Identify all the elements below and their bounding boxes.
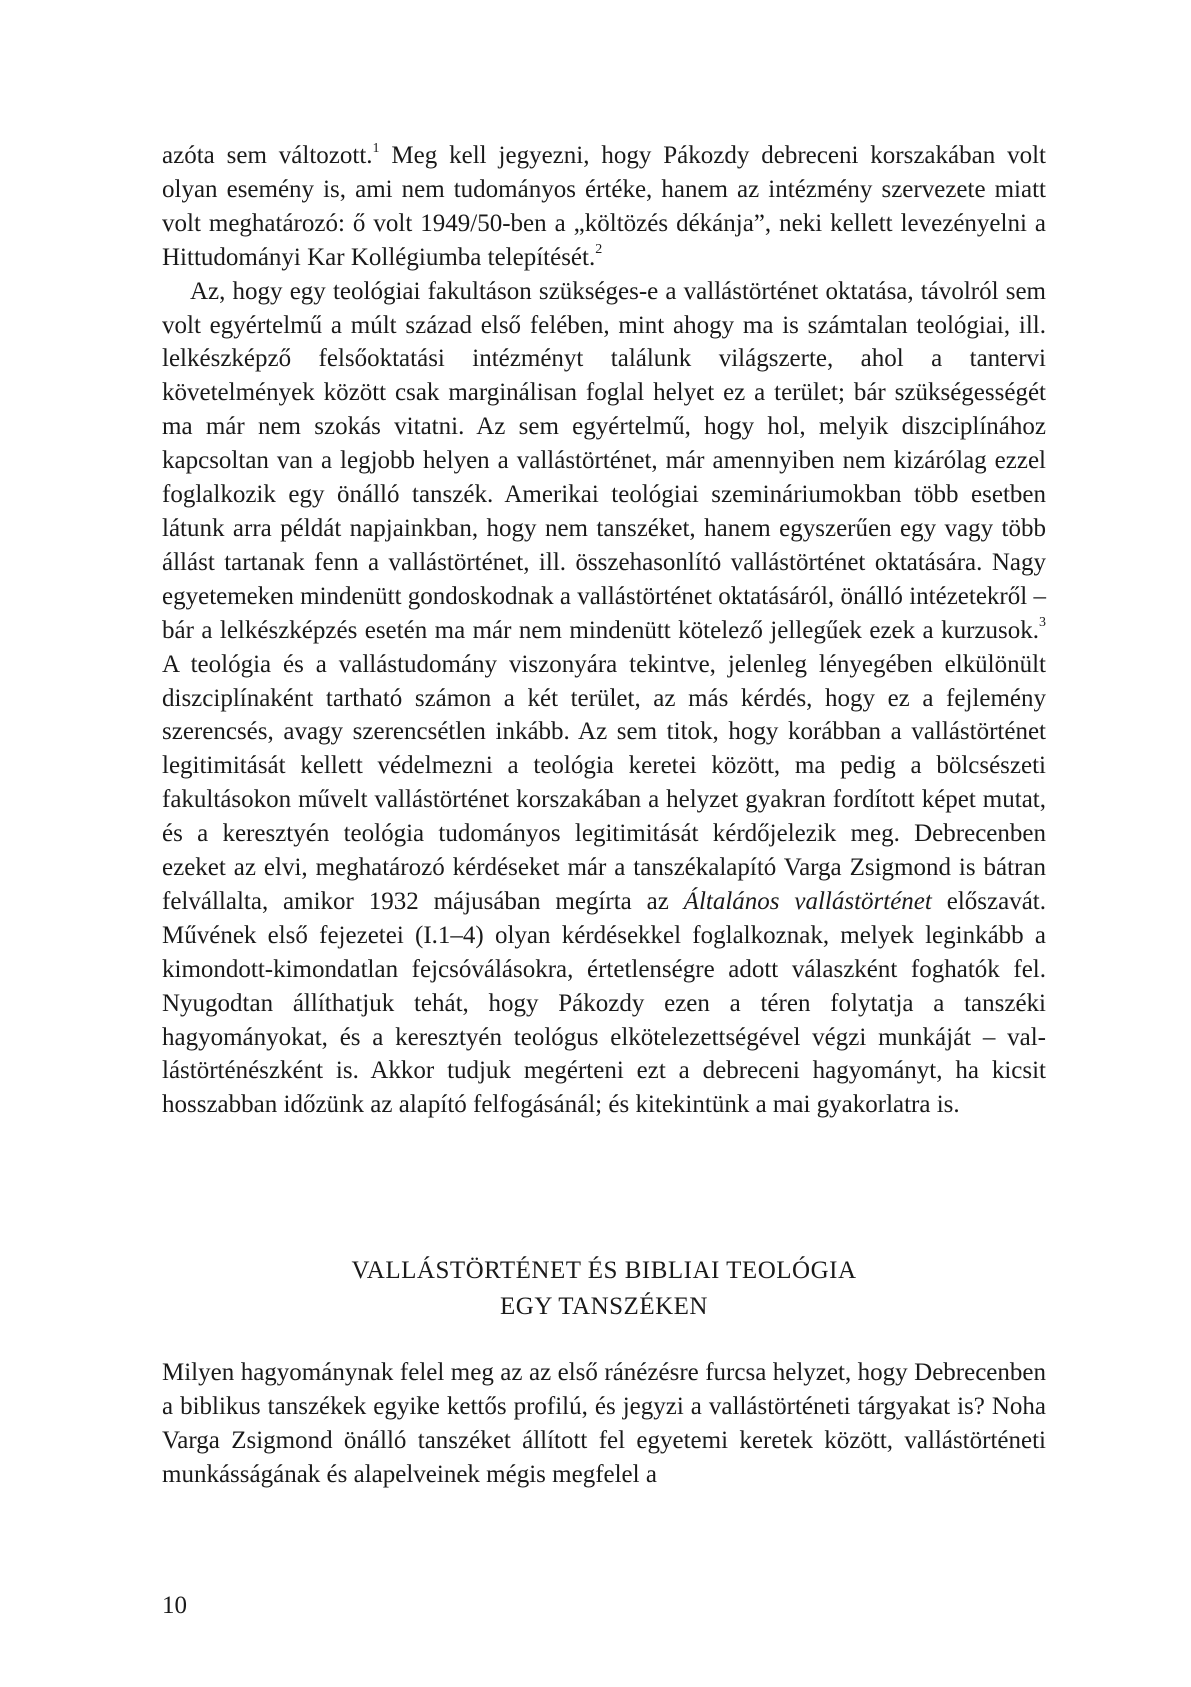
page-number: 10	[162, 1592, 187, 1619]
text-run: előszavát. Művének első fejezetei (I.1–4) olyan kérdésekkel foglalkoznak, melyek leginkább a kimondott-kimondatlan fejcsóválásokra, értetlenségre adott válaszként foghatók fel. Nyugodtan állíthatjuk tehát, hogy Pákozdy ezen a téren folytatja a tanszéki hagyományokat, és a keresztyén teológus elkötelezettségével végzi munkáját – vallástörténészként is. Akkor tudjuk megérteni ezt a debreceni hagyományt, ha kicsit hosszabban időzünk az alapító felfogásánál; és kitekintünk a mai gyakorlatra is.	[162, 887, 1046, 1119]
body-text	[162, 1356, 1046, 1492]
footnote-ref-3: 3	[1039, 615, 1046, 631]
body-text	[162, 139, 1046, 1122]
paragraph	[162, 275, 1046, 1123]
paragraph: Milyen hagyománynak felel meg az az első ránézésre furcsa helyzet, hogy Debrecenben a biblikus tanszékek egyike kettős profilú, és jegyzi a vallástörténeti tárgyakat is? Noha Varga Zsigmond önálló tanszéket állított fel egyetemi keretek között, vallástörténeti munkásságának és alapelveinek mégis megfelel a	[162, 1359, 1046, 1488]
section-heading	[162, 1253, 1046, 1325]
section-heading-line: VALLÁSTÖRTÉNET ÉS BIBLIAI TEOLÓGIA	[351, 1257, 857, 1284]
text-run: Az, hogy egy teológiai fakultáson szükséges-e a vallástörténet oktatása, távolról sem volt egyértelmű a múlt század első felében, mint ahogy ma is számtalan teológiai, ill. lelkészképző felsőoktatási intézményt találunk világszerte, ahol a tantervi követelmények között csak marginálisan foglal helyet ez a terület; bár szükségességét ma már nem szokás vitatni. Az sem egyértelmű, hogy hol, melyik diszciplínához kapcsoltan van a legjobb helyen a vallástörténet, már amennyiben nem kizárólag ezzel foglalkozik egy önálló tanszék. Amerikai teológiai szemináriumokban több esetben látunk arra példát napjainkban, hogy nem tanszéket, hanem egyszerűen egy vagy több állást tartanak fenn a vallástörténet, ill. összehasonlító vallástörténet oktatására. Nagy egyetemeken mindenütt gondoskodnak a vallástörténet oktatásáról, önálló intézetekről – bár a lelkészképzés esetén ma már nem mindenütt kötelező jellegűek ezek a kurzusok.	[162, 277, 1046, 644]
book-title: Általános vallástörténet	[683, 887, 932, 915]
section-heading-line: EGY TANSZÉKEN	[500, 1293, 708, 1320]
paragraph-continued	[162, 139, 1046, 275]
text-run: A teológia és a vallástudomány viszonyára tekintve, jelenleg lényegében elkülönült diszciplínaként tartható számon a két terület, az más kérdés, hogy ez a fejlemény szerencsés, avagy szerencsétlen inkább. Az sem titok, hogy korábban a vallástörténet legitimitását kellett védelmezni a teológia keretei között, ma pedig a bölcsészeti fakultásokon művelt vallástörténet korszakában a helyzet gyakran fordított képet mutat, és a keresztyén teológia tudományos legitimitását kérdőjelezik meg. Debrecenben ezeket az elvi, meghatározó kérdéseket már a tanszékalapító Varga Zsigmond is bátran felvállalta, amikor 1932 májusában megírta az	[162, 650, 1046, 915]
text-run: azóta sem változott.	[162, 142, 373, 169]
text-run: Meg kell jegyezni, hogy Pákozdy debreceni korszakában volt olyan esemény is, ami nem tudományos értéke, hanem az intézmény szervezete miatt volt meghatározó: ő volt 1949/50-ben a „költözés dékánja”, neki kellett levezényelni a Hittudományi Kar Kollégiumba telepítését.	[162, 142, 1047, 271]
footnote-ref-1: 1	[372, 140, 380, 156]
footnote-ref-2: 2	[595, 242, 603, 258]
